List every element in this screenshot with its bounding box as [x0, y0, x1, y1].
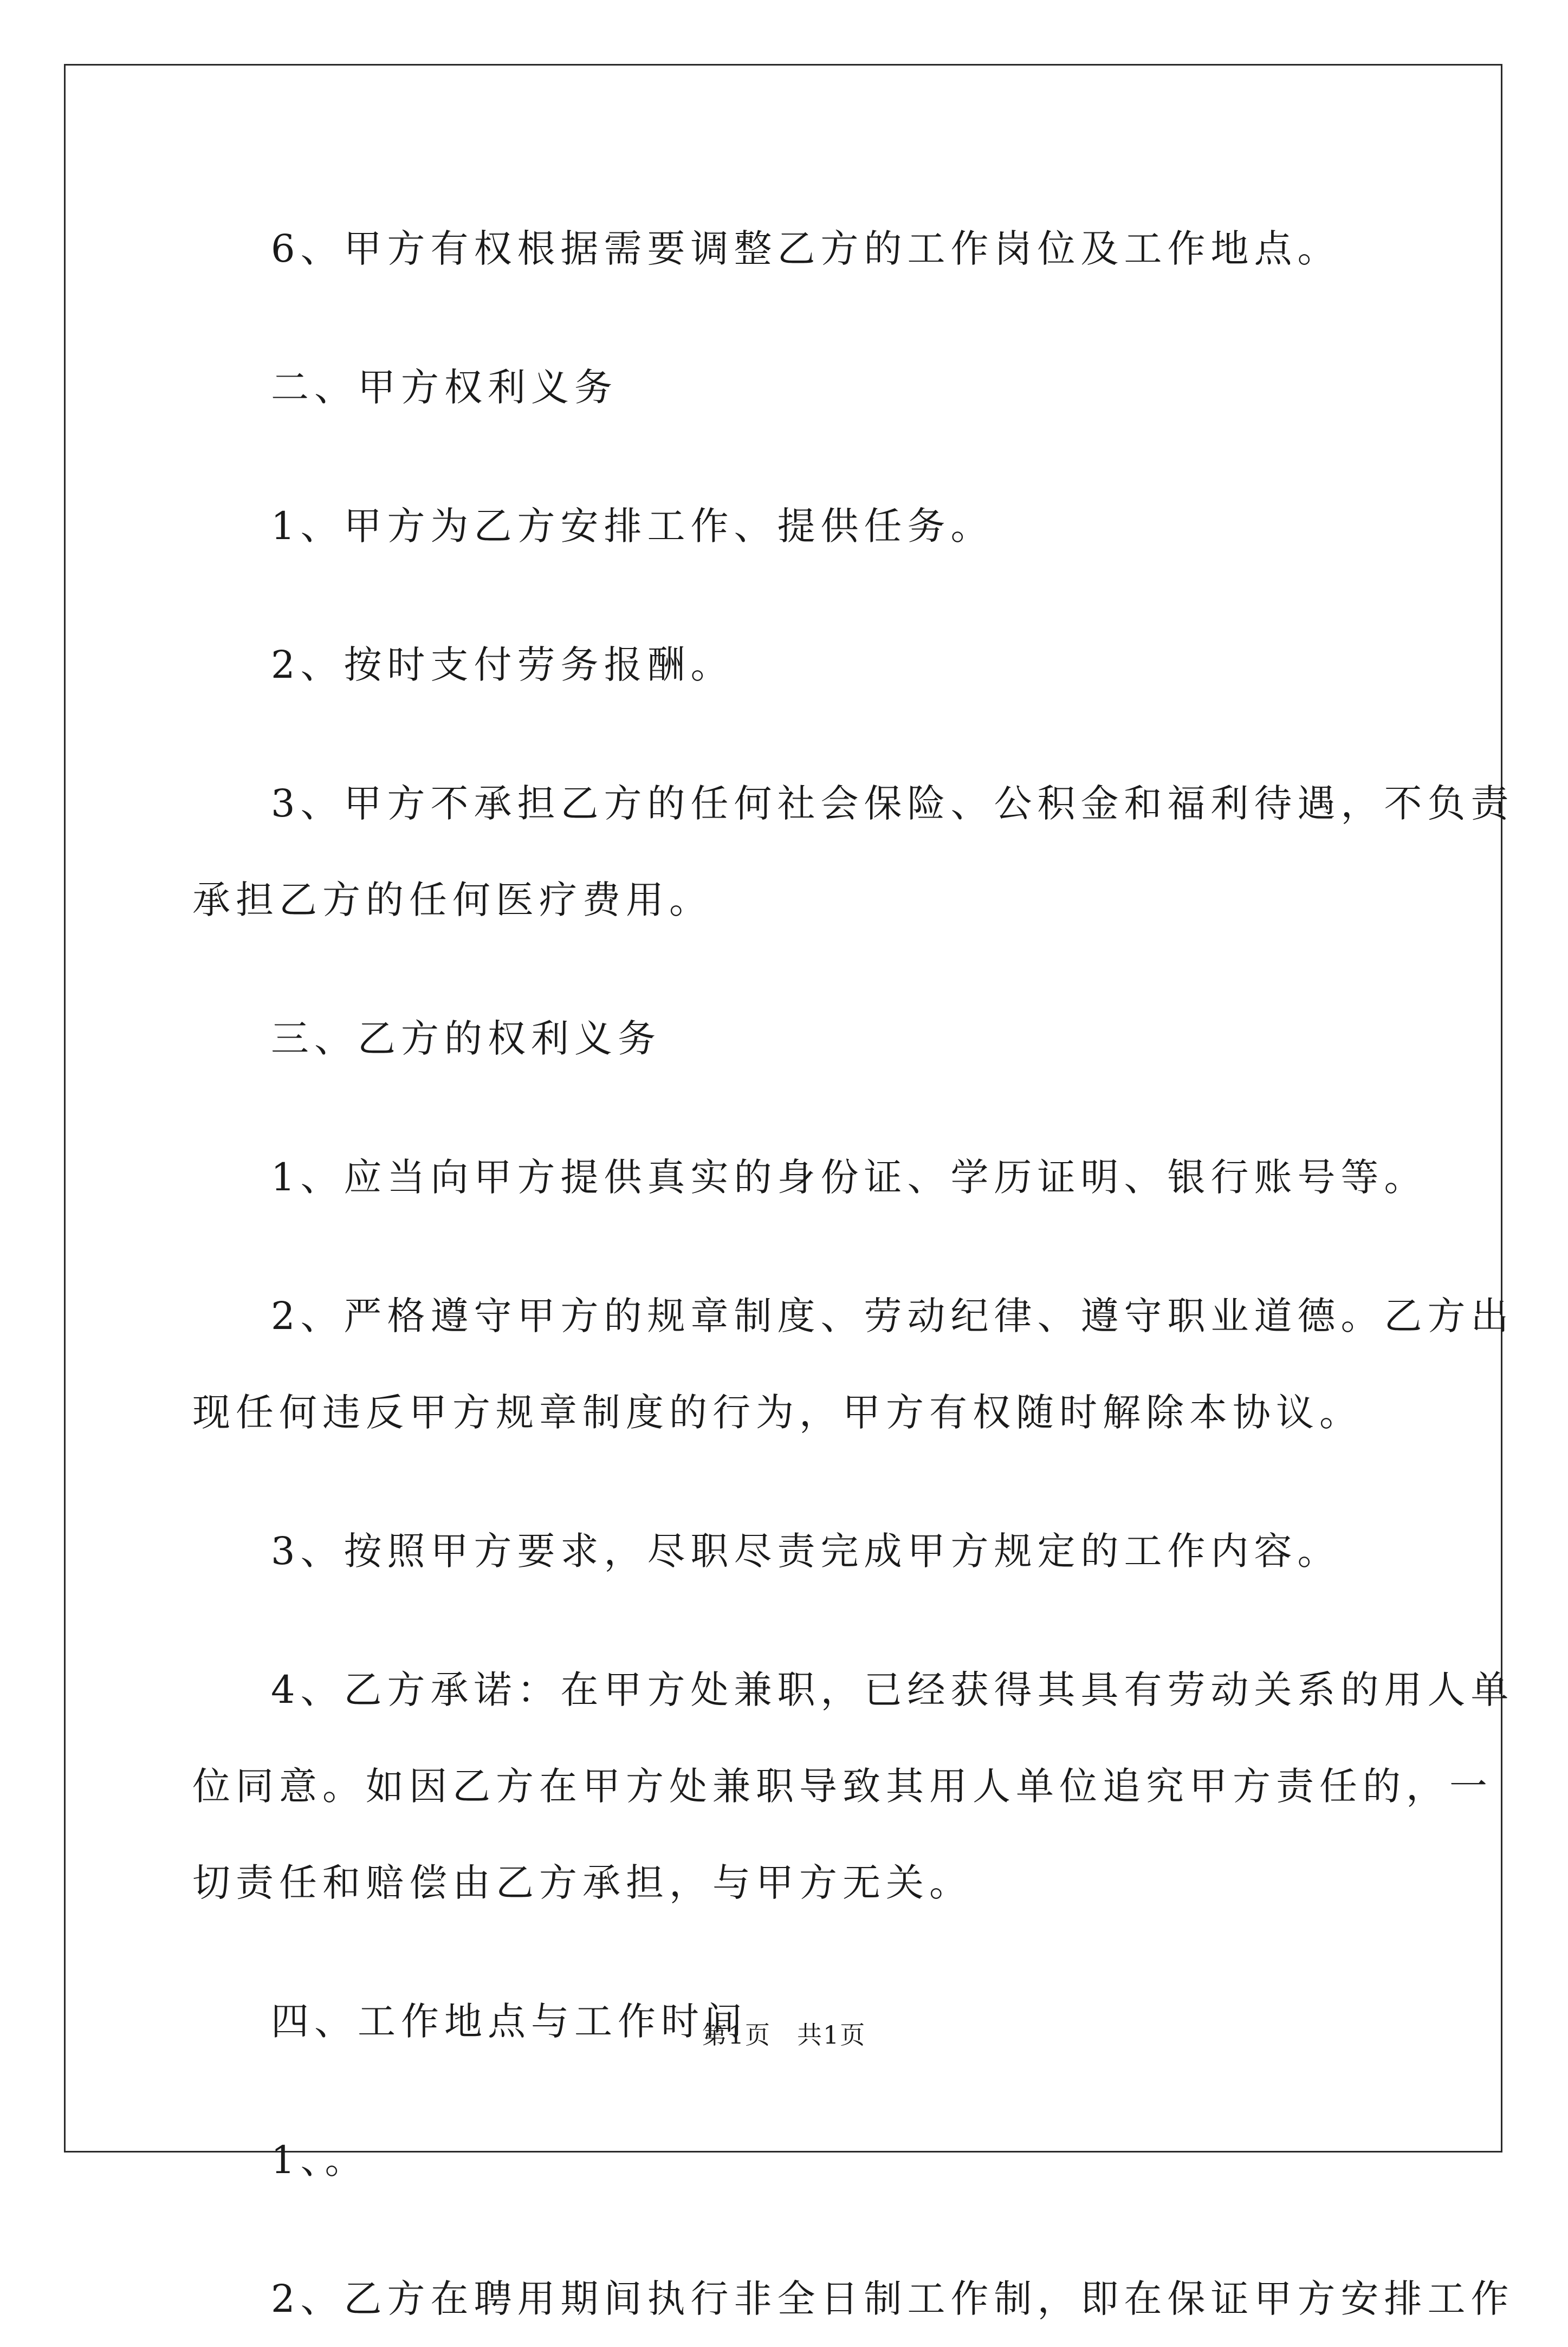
- doc-line: 1、甲方为乙方安排工作、提供任务。: [271, 504, 994, 548]
- paragraph-gap: [192, 574, 1384, 617]
- paragraph-gap: [192, 2070, 1384, 2112]
- paragraph-gap: [192, 1461, 1384, 1503]
- doc-line: 2、按时支付劳务报酬。: [271, 643, 734, 687]
- section-heading: 二、甲方权利义务: [271, 365, 618, 410]
- page-number-footer: 第1页 共1页: [702, 2020, 866, 2050]
- doc-line: 现任何违反甲方规章制度的行为，甲方有权随时解除本协议。: [192, 1390, 1363, 1435]
- paragraph-gap: [192, 948, 1384, 990]
- doc-line: 6、甲方有权根据需要调整乙方的工作岗位及工作地点。: [271, 226, 1341, 271]
- doc-line: 1、应当向甲方提供真实的身份证、学历证明、银行账号等。: [271, 1155, 1428, 1200]
- doc-line: 4、乙方承诺：在甲方处兼职，已经获得其具有劳动关系的用人单: [271, 1668, 1514, 1712]
- doc-line: 1、。: [271, 2138, 368, 2182]
- paragraph-gap: [192, 297, 1384, 339]
- doc-line: 切责任和赔偿由乙方承担，与甲方无关。: [192, 1860, 973, 1905]
- doc-line: 3、甲方不承担乙方的任何社会保险、公积金和福利待遇，不负责: [271, 781, 1514, 826]
- paragraph-gap: [192, 2208, 1384, 2251]
- doc-line: 2、乙方在聘用期间执行非全日制工作制，即在保证甲方安排工作: [271, 2277, 1514, 2321]
- section-heading: 四、工作地点与工作时间: [271, 1999, 748, 2044]
- paragraph-gap: [192, 1226, 1384, 1268]
- doc-line: 3、按照甲方要求，尽职尽责完成甲方规定的工作内容。: [271, 1529, 1341, 1573]
- doc-line: 承担乙方的任何医疗费用。: [192, 878, 712, 922]
- doc-line: 2、严格遵守甲方的规章制度、劳动纪律、遵守职业道德。乙方出: [271, 1294, 1514, 1338]
- paragraph-gap: [192, 436, 1384, 478]
- section-heading: 三、乙方的权利义务: [271, 1016, 661, 1061]
- paragraph-gap: [192, 1087, 1384, 1129]
- doc-line: 位同意。如因乙方在甲方处兼职导致其用人单位追究甲方责任的，一: [192, 1764, 1493, 1808]
- paragraph-gap: [192, 713, 1384, 755]
- paragraph-gap: [192, 1931, 1384, 1973]
- paragraph-gap: [192, 1599, 1384, 1642]
